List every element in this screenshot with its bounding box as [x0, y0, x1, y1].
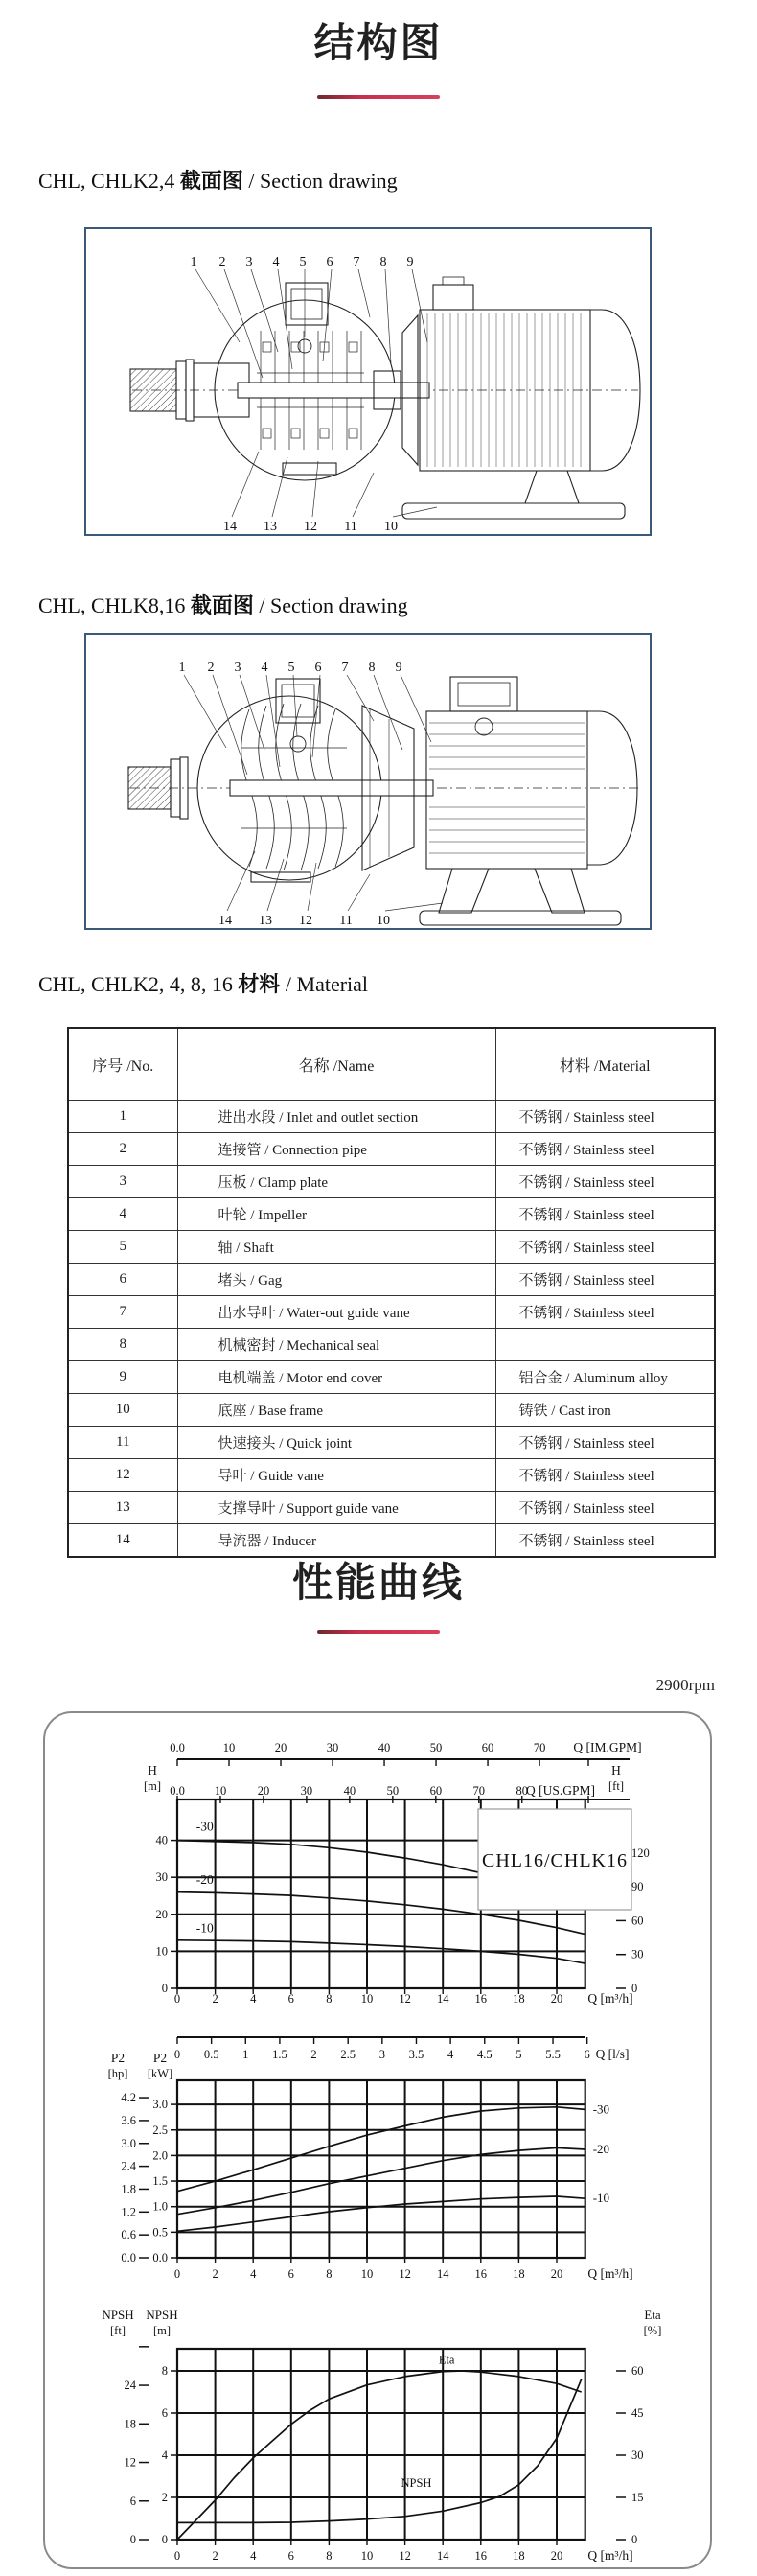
cell-no: 12	[68, 1459, 177, 1492]
kw-label: 2.0	[152, 2148, 168, 2163]
material-table-header-row	[68, 1028, 715, 1101]
cell-name: 底座 / Base frame	[177, 1394, 495, 1427]
motor-leg	[525, 471, 579, 503]
table-row	[68, 1296, 715, 1329]
im-axis-label: Q [IM.GPM]	[573, 1740, 642, 1754]
p2-hp-header: P2	[110, 2051, 126, 2065]
curve-label: Eta	[438, 2353, 455, 2367]
cell-no: 3	[68, 1166, 177, 1198]
kw-label: 2.5	[152, 2123, 168, 2137]
callout-number: 12	[299, 914, 312, 928]
cell-no: 6	[68, 1264, 177, 1296]
cell-material: 不锈钢 / Stainless steel	[495, 1198, 715, 1231]
callout-number: 5	[299, 255, 307, 269]
kw-label: 1.5	[152, 2174, 168, 2189]
ls-tick-label: 0	[173, 2048, 181, 2061]
x-tick-label: 0	[173, 1992, 181, 2006]
im-tick-label: 20	[274, 1741, 287, 1754]
page-title-performance: 性能曲线	[291, 1559, 465, 1606]
hp-label: 1.2	[121, 2205, 136, 2219]
callout-number: 9	[395, 661, 402, 675]
curve-label: -10	[592, 2191, 610, 2206]
cell-name: 导叶 / Guide vane	[177, 1459, 495, 1492]
ls-tick-label: 2	[310, 2048, 317, 2061]
h-m-label: 10	[155, 1944, 168, 1959]
npsh-m-label: 2	[161, 2491, 168, 2504]
curve-label: -30	[592, 2101, 610, 2117]
cell-material: 不锈钢 / Stainless steel	[495, 1133, 715, 1166]
title-underline	[317, 95, 440, 99]
pump-foot	[251, 872, 310, 882]
ls-tick-label: 1	[242, 2048, 249, 2061]
cell-no: 7	[68, 1296, 177, 1329]
callout-number: 4	[261, 661, 268, 675]
x-tick-label: 8	[326, 2549, 333, 2563]
callout-number: 13	[259, 914, 272, 928]
eta-label: 15	[631, 2491, 644, 2505]
npsh-m-header: NPSH	[146, 2308, 178, 2322]
eta-label: 45	[631, 2406, 644, 2421]
inlet-pipe	[130, 369, 176, 411]
section-drawing-2	[84, 633, 652, 930]
hp-label: 0.0	[121, 2251, 136, 2264]
callout-numbers-bottom	[223, 520, 398, 534]
h-m-label: 20	[155, 1907, 168, 1921]
us-tick-label: 40	[343, 1784, 356, 1798]
callout-number: 10	[384, 520, 398, 534]
ls-tick-label: 0.5	[203, 2048, 219, 2061]
table-row	[68, 1133, 715, 1166]
x-tick-label: 2	[212, 2549, 218, 2563]
cell-no: 4	[68, 1198, 177, 1231]
model-label: CHL16/CHLK16	[482, 1850, 628, 1871]
table-row	[68, 1231, 715, 1264]
x-tick-label: 4	[250, 2549, 257, 2563]
cell-name: 堵头 / Gag	[177, 1264, 495, 1296]
kw-label: 0.0	[152, 2251, 168, 2264]
pump-section-drawing-1	[86, 229, 650, 534]
rpm-label: 2900rpm	[655, 1676, 715, 1694]
im-tick-label: 50	[429, 1741, 443, 1754]
h-ft-header: [ft]	[608, 1779, 624, 1793]
callout-numbers-top	[191, 255, 414, 269]
cell-material: 不锈钢 / Stainless steel	[495, 1264, 715, 1296]
cell-name: 电机端盖 / Motor end cover	[177, 1361, 495, 1394]
curve-label: -10	[195, 1920, 214, 1936]
h-ft-label: 60	[631, 1914, 644, 1928]
us-tick-label: 10	[214, 1784, 227, 1798]
x-tick-label: 8	[326, 1992, 333, 2006]
h-ft-label: 30	[631, 1947, 644, 1961]
cell-name: 轴 / Shaft	[177, 1231, 495, 1264]
callout-number: 1	[190, 255, 197, 269]
x-tick-label: 12	[399, 2549, 411, 2563]
ls-axis-label: Q [l/s]	[595, 2047, 630, 2061]
cell-material: 不锈钢 / Stainless steel	[495, 1427, 715, 1459]
page-title-structure: 结构图	[313, 19, 444, 66]
p2-kw-header: [kW]	[147, 2067, 173, 2080]
motor-body	[426, 711, 587, 869]
terminal-box	[450, 677, 517, 711]
us-tick-label: 20	[257, 1784, 270, 1798]
callout-number: 3	[245, 255, 253, 269]
callout-numbers-bottom	[218, 914, 390, 928]
cell-no: 2	[68, 1133, 177, 1166]
cell-name: 导流器 / Inducer	[177, 1524, 495, 1558]
h-ft-label: 90	[631, 1880, 644, 1894]
cell-material: 不锈钢 / Stainless steel	[495, 1459, 715, 1492]
hp-label: 1.8	[121, 2182, 136, 2196]
ls-tick-label: 2.5	[340, 2048, 356, 2061]
x-axis-label: Q [m³/h]	[587, 2548, 633, 2563]
heading-cn-bold: 材料	[238, 973, 281, 997]
cell-material: 铸铁 / Cast iron	[495, 1394, 715, 1427]
motor-leg-left	[439, 869, 489, 913]
curve-label: -20	[592, 2142, 610, 2157]
x-tick-label: 8	[326, 2267, 333, 2281]
terminal-box-cap	[443, 277, 464, 285]
material-column-header: 序号 /No.	[68, 1028, 177, 1101]
cell-material: 不锈钢 / Stainless steel	[495, 1101, 715, 1133]
us-axis-label: Q [US.GPM]	[525, 1783, 596, 1798]
cell-name: 出水导叶 / Water-out guide vane	[177, 1296, 495, 1329]
table-row	[68, 1427, 715, 1459]
motor-fins	[427, 313, 581, 467]
im-tick-label: 30	[326, 1741, 339, 1754]
cell-material: 不锈钢 / Stainless steel	[495, 1231, 715, 1264]
material-table	[67, 1027, 716, 1558]
npsh-ft-label: 6	[129, 2494, 136, 2508]
npsh-ft-label: 12	[124, 2455, 136, 2470]
callout-number: 6	[326, 255, 333, 269]
npsh-m-label: 0	[161, 2533, 168, 2546]
callout-number: 4	[272, 255, 280, 269]
callout-number: 8	[379, 255, 387, 269]
cell-no: 10	[68, 1394, 177, 1427]
terminal-box-inner	[458, 683, 510, 706]
us-tick-label: 30	[300, 1784, 313, 1798]
npsh-ft-label: 18	[124, 2417, 136, 2431]
h-m-label: 0	[161, 1982, 168, 1995]
performance-chart-svg	[45, 1713, 710, 2567]
terminal-bolt	[475, 718, 493, 735]
curve-p2-30	[177, 2107, 585, 2192]
x-tick-label: 10	[360, 1992, 374, 2006]
cell-material: 铝合金 / Aluminum alloy	[495, 1361, 715, 1394]
x-tick-label: 14	[436, 1992, 449, 2006]
section-heading-material	[38, 968, 368, 998]
terminal-box	[433, 285, 473, 310]
us-tick-label: 50	[386, 1784, 400, 1798]
cell-name: 快速接头 / Quick joint	[177, 1427, 495, 1459]
hp-label: 3.0	[121, 2136, 136, 2150]
curve-label: NPSH	[401, 2476, 432, 2490]
eta-label: 30	[631, 2448, 644, 2463]
pump-section-drawing-2	[86, 635, 650, 928]
callout-number: 7	[353, 255, 360, 269]
h-m-label: 40	[155, 1833, 168, 1847]
motor-leg-right	[535, 869, 585, 913]
hp-label: 0.6	[121, 2228, 136, 2242]
x-tick-label: 0	[173, 2549, 181, 2563]
us-tick-label: 0.0	[170, 1784, 185, 1798]
heading-model: CHL, CHLK2,4	[38, 169, 175, 193]
x-tick-label: 18	[513, 1992, 525, 2006]
ls-tick-label: 6	[584, 2048, 590, 2061]
heading-cn-bold: 截面图	[190, 594, 254, 618]
im-tick-label: 0.0	[170, 1741, 185, 1754]
cell-name: 机械密封 / Mechanical seal	[177, 1329, 495, 1361]
x-tick-label: 14	[436, 2267, 449, 2281]
npsh-m-label: 6	[161, 2406, 168, 2420]
table-row	[68, 1361, 715, 1394]
base-frame	[402, 503, 625, 519]
x-tick-label: 4	[250, 2267, 257, 2281]
kw-label: 0.5	[152, 2225, 168, 2239]
ls-tick-label: 4	[447, 2048, 454, 2061]
callout-number: 7	[341, 661, 349, 675]
table-row	[68, 1394, 715, 1427]
callout-number: 5	[287, 661, 295, 675]
cell-no: 14	[68, 1524, 177, 1558]
curve-p2-10	[177, 2196, 585, 2231]
callout-number: 6	[314, 661, 322, 675]
x-tick-label: 0	[173, 2267, 181, 2281]
eta-label: 60	[631, 2364, 644, 2379]
hp-label: 3.6	[121, 2113, 136, 2127]
section-heading-drawing-2	[38, 590, 408, 619]
x-tick-label: 4	[250, 1992, 257, 2006]
performance-curves-panel	[43, 1711, 712, 2569]
x-tick-label: 6	[287, 1992, 294, 2006]
x-tick-label: 16	[474, 2549, 488, 2563]
cell-no: 1	[68, 1101, 177, 1133]
callout-number: 13	[264, 520, 277, 534]
table-row	[68, 1166, 715, 1198]
pump-body-2	[128, 677, 638, 925]
ls-tick-label: 5	[516, 2048, 522, 2061]
ls-tick-label: 4.5	[476, 2048, 493, 2061]
plot-frame-2	[177, 2080, 585, 2258]
callout-numbers-top	[179, 661, 402, 675]
x-axis-label: Q [m³/h]	[587, 2266, 633, 2281]
npsh-m-header: [m]	[152, 2324, 172, 2337]
x-tick-label: 20	[550, 1992, 563, 2006]
npsh-ft-label: 24	[124, 2379, 136, 2393]
heading-suffix: / Section drawing	[253, 593, 408, 617]
callout-number: 2	[218, 255, 226, 269]
h-m-header: H	[148, 1763, 157, 1777]
material-column-header: 材料 /Material	[495, 1028, 715, 1101]
cell-name: 进出水段 / Inlet and outlet section	[177, 1101, 495, 1133]
x-axis-label: Q [m³/h]	[587, 1991, 633, 2006]
heading-model: CHL, CHLK2, 4, 8, 16	[38, 972, 233, 996]
callout-number: 9	[406, 255, 414, 269]
h-m-label: 30	[155, 1870, 168, 1885]
p2-hp-header: [hp]	[107, 2067, 128, 2080]
table-row	[68, 1329, 715, 1361]
cell-name: 支撑导叶 / Support guide vane	[177, 1492, 495, 1524]
inlet-pipe	[128, 767, 171, 809]
ls-tick-label: 5.5	[545, 2048, 561, 2061]
pump-body-1	[130, 277, 640, 519]
cell-material: 不锈钢 / Stainless steel	[495, 1524, 715, 1558]
us-tick-label: 60	[429, 1784, 443, 1798]
h-ft-label: 120	[631, 1845, 650, 1860]
section-drawing-1	[84, 227, 652, 536]
curve-npsh	[177, 2379, 582, 2523]
x-tick-label: 18	[513, 2267, 525, 2281]
npsh-m-label: 4	[161, 2448, 168, 2462]
x-tick-label: 20	[550, 2267, 563, 2281]
callout-number: 2	[207, 661, 215, 675]
cell-no: 9	[68, 1361, 177, 1394]
x-tick-label: 2	[212, 2267, 218, 2281]
callout-number: 8	[368, 661, 376, 675]
table-row	[68, 1492, 715, 1524]
title-underline-2	[317, 1630, 440, 1634]
im-tick-label: 60	[481, 1741, 494, 1754]
cell-name: 连接管 / Connection pipe	[177, 1133, 495, 1166]
cell-no: 8	[68, 1329, 177, 1361]
cell-name: 压板 / Clamp plate	[177, 1166, 495, 1198]
heading-suffix: / Section drawing	[242, 169, 398, 193]
x-tick-label: 14	[436, 2549, 449, 2563]
hp-label: 2.4	[121, 2159, 136, 2173]
x-tick-label: 12	[399, 2267, 411, 2281]
cell-material: 不锈钢 / Stainless steel	[495, 1296, 715, 1329]
curve-label: -30	[195, 1819, 214, 1834]
npsh-m-label: 8	[161, 2364, 168, 2378]
im-tick-label: 10	[222, 1741, 236, 1754]
table-row	[68, 1459, 715, 1492]
heading-suffix: / Material	[280, 972, 369, 996]
npsh-ft-label: 0	[129, 2533, 136, 2546]
callout-number: 11	[339, 914, 353, 928]
section-heading-drawing-1	[38, 165, 398, 195]
cell-material: 不锈钢 / Stainless steel	[495, 1166, 715, 1198]
x-tick-label: 12	[399, 1992, 411, 2006]
eta-header: Eta	[644, 2308, 661, 2322]
ls-tick-label: 3	[378, 2048, 385, 2061]
table-row	[68, 1198, 715, 1231]
p2-kw-header: P2	[152, 2051, 168, 2065]
curve-label: -20	[195, 1871, 214, 1887]
x-tick-label: 18	[513, 2549, 525, 2563]
ls-tick-label: 1.5	[272, 2048, 287, 2061]
eta-header: [%]	[643, 2324, 662, 2337]
us-tick-label: 80	[516, 1784, 529, 1798]
eta-label: 0	[631, 2533, 638, 2546]
us-tick-label: 70	[472, 1784, 486, 1798]
h-ft-label: 0	[631, 1982, 638, 1995]
callout-number: 11	[344, 520, 357, 534]
table-row	[68, 1101, 715, 1133]
pump-foot	[283, 463, 336, 475]
im-tick-label: 40	[378, 1741, 391, 1754]
cell-no: 13	[68, 1492, 177, 1524]
heading-model: CHL, CHLK8,16	[38, 593, 186, 617]
x-tick-label: 20	[550, 2549, 563, 2563]
cell-name: 叶轮 / Impeller	[177, 1198, 495, 1231]
x-tick-label: 16	[474, 1992, 488, 2006]
x-tick-label: 6	[287, 2549, 294, 2563]
table-row	[68, 1264, 715, 1296]
ls-tick-label: 3.5	[408, 2048, 424, 2061]
cell-material: 不锈钢 / Stainless steel	[495, 1492, 715, 1524]
callout-number: 14	[218, 914, 232, 928]
npsh-ft-header: NPSH	[102, 2308, 134, 2322]
heading-cn-bold: 截面图	[179, 170, 243, 194]
npsh-ft-header: [ft]	[110, 2324, 126, 2337]
x-tick-label: 2	[212, 1992, 218, 2006]
callout-number: 1	[178, 661, 186, 675]
x-tick-label: 10	[360, 2549, 374, 2563]
top-port	[286, 283, 328, 325]
callout-number: 14	[223, 520, 237, 534]
cell-no: 11	[68, 1427, 177, 1459]
im-tick-label: 70	[533, 1741, 546, 1754]
h-ft-header: H	[611, 1763, 621, 1777]
callout-number: 12	[304, 520, 317, 534]
cell-material	[495, 1329, 715, 1361]
top-port-inner	[291, 289, 322, 319]
material-column-header: 名称 /Name	[177, 1028, 495, 1101]
hp-label: 4.2	[121, 2091, 136, 2105]
callout-number: 3	[234, 661, 241, 675]
kw-label: 1.0	[152, 2199, 168, 2214]
x-tick-label: 16	[474, 2267, 488, 2281]
x-tick-label: 6	[287, 2267, 294, 2281]
kw-label: 3.0	[152, 2098, 168, 2112]
x-tick-label: 10	[360, 2267, 374, 2281]
h-m-header: [m]	[143, 1779, 162, 1793]
top-port	[276, 679, 320, 723]
shaft	[230, 780, 433, 796]
cell-no: 5	[68, 1231, 177, 1264]
callout-number: 10	[377, 914, 390, 928]
